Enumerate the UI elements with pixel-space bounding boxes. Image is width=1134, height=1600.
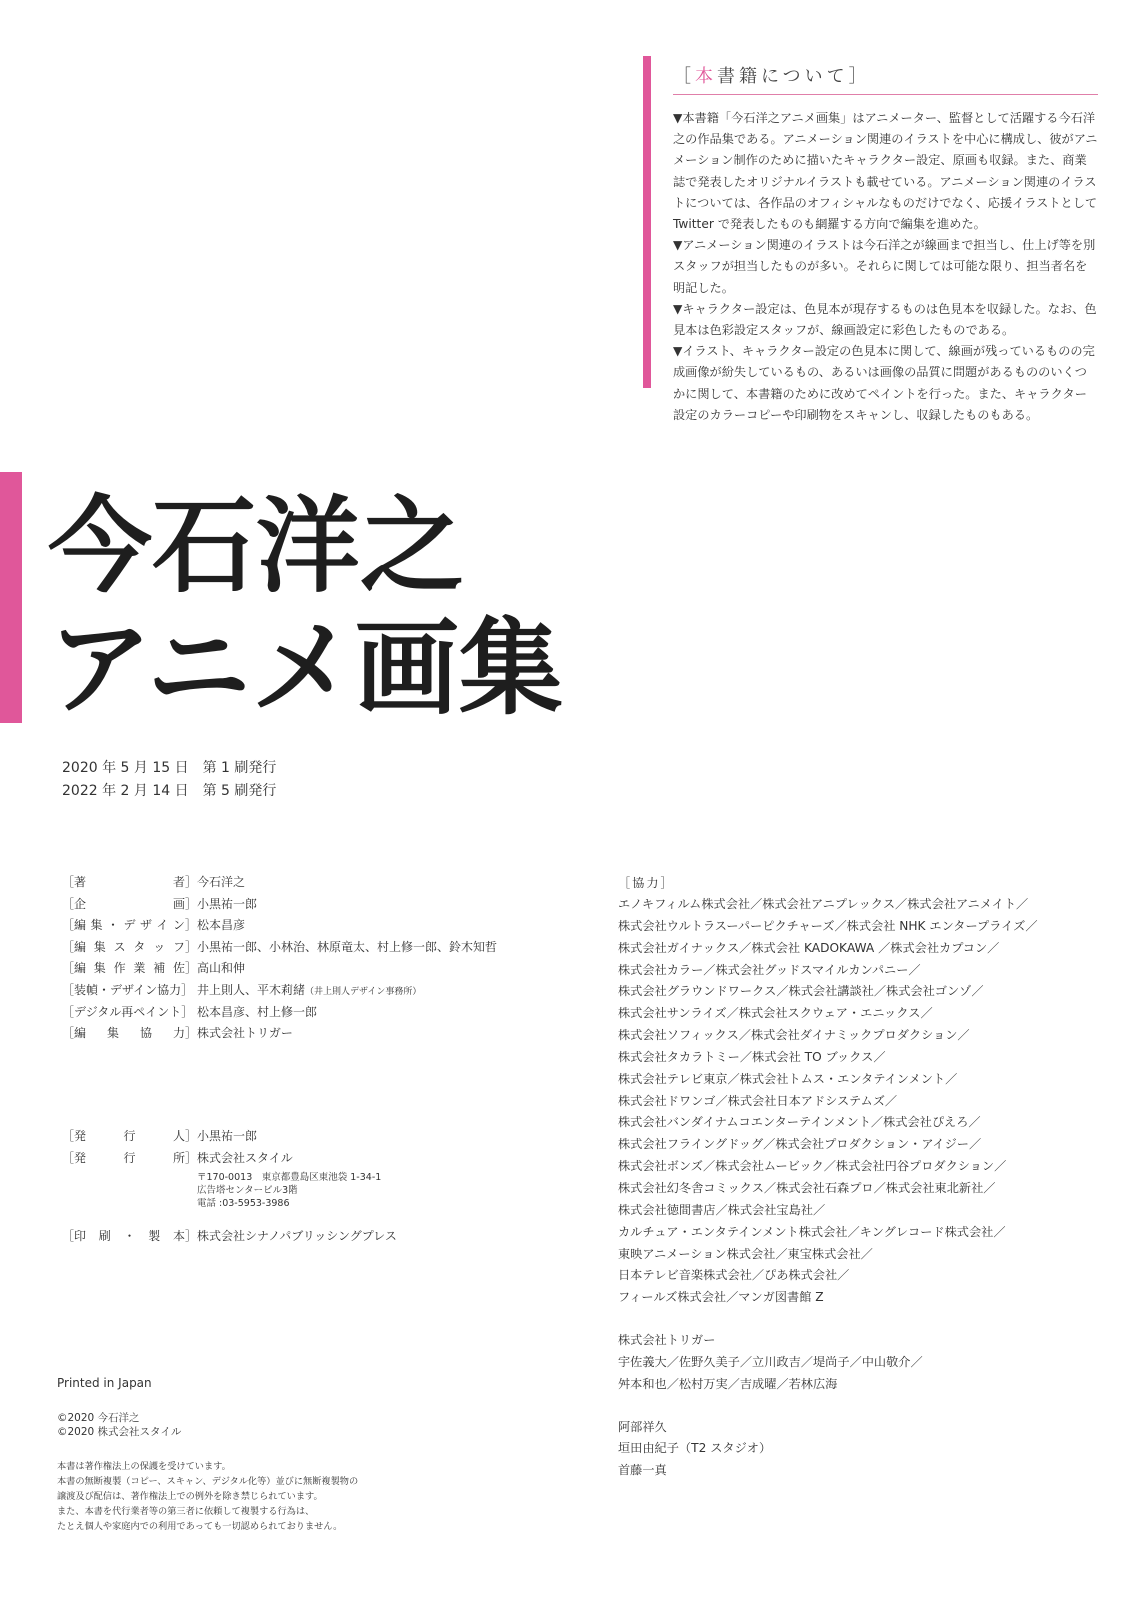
credit-name: 株式会社スタイル [197, 1150, 293, 1165]
credit-row [62, 872, 497, 894]
cooperation-trigger-staff [618, 1330, 1038, 1396]
cooperation-line: 株式会社タカラトミー／株式会社 TO ブックス／ [618, 1049, 886, 1064]
cooperation-line: 株式会社ウルトラスーパーピクチャーズ／株式会社 NHK エンタープライズ／ [618, 918, 1038, 933]
credit-row [62, 1002, 497, 1024]
credit-row [62, 980, 497, 1002]
cooperation-line: 東映アニメーション株式会社／東宝株式会社／ [618, 1246, 873, 1261]
cooperation-line: 株式会社ガイナックス／株式会社 KADOKAWA ／株式会社カプコン／ [618, 940, 1000, 955]
credit-name: 井上則人、平木莉緒（井上則人デザイン事務所） [197, 982, 422, 997]
staff-credits [62, 872, 497, 1045]
credit-row [62, 1023, 497, 1045]
cooperation-line: 株式会社テレビ東京／株式会社トムス・エンタテインメント／ [618, 1071, 958, 1086]
cooperation-line: 株式会社トリガー [618, 1333, 716, 1348]
credit-name: 今石洋之 [197, 875, 246, 889]
about-paragraph: ▼本書籍「今石洋之アニメ画集」はアニメーター、監督として活躍する今石洋之の作品集である。アニメーション関連のイラストを中心に構成し、彼がアニメーション制作のために描いたキャラクター設定、原画も収録。また、商業誌で発表したオリジナルイラストも載せている。アニメーション関連のイラストについては、各作品のオフィシャルなものだけでなく、応援イラストとして Twitter で発表したものも網羅する方向で編集を進めた。 [673, 111, 1098, 232]
cooperation-line: 株式会社幻冬舎コミックス／株式会社石森プロ／株式会社東北新社／ [618, 1180, 996, 1195]
about-paragraph: ▼キャラクター設定は、色見本が現存するものは色見本を収録した。なお、色見本は色彩設定スタッフが、線画設定に彩色したものである。 [673, 301, 1097, 338]
credit-role: ［編 集 作 業 補 佐］ [62, 961, 197, 976]
credit-row [62, 1148, 381, 1170]
credit-name: 小黒祐一郎、小林治、林原竜太、村上修一郎、鈴木知哲 [197, 939, 498, 954]
credit-name: 株式会社シナノパブリッシングプレス [197, 1229, 397, 1243]
credit-role: ［編 集 ス タ ッ フ］ [62, 939, 197, 954]
cooperation-line: 宇佐義大／佐野久美子／立川政吉／堤尚子／中山敬介／ [618, 1354, 923, 1369]
credit-row [62, 1226, 397, 1248]
credit-role: ［編 集 ・ デ ザ イ ン］ [62, 918, 197, 933]
cooperation-line: 垣田由紀子（T2 スタジオ） [618, 1441, 772, 1456]
cooperation-line: 株式会社サンライズ／株式会社スクウェア・エニックス／ [618, 1006, 933, 1021]
about-accent-bar [643, 56, 651, 388]
credit-name: 株式会社トリガー [197, 1026, 293, 1041]
cooperation-line: エノキフィルム株式会社／株式会社アニプレックス／株式会社アニメイト／ [618, 897, 1029, 911]
cooperation-line: 株式会社ドワンゴ／株式会社日本アドシステムズ／ [618, 1093, 898, 1108]
credit-role: ［企 画］ [62, 896, 197, 911]
credit-role: ［編 集 協 力］ [62, 1026, 197, 1041]
cooperation-line: 株式会社グラウンドワークス／株式会社講談社／株式会社ゴンゾ／ [618, 984, 984, 999]
credit-role: ［装幀・デザイン協力］ [62, 982, 194, 997]
cooperation-line: カルチュア・エンタテインメント株式会社／キングレコード株式会社／ [618, 1224, 1006, 1239]
credit-role: ［印 刷 ・ 製 本］ [62, 1229, 197, 1243]
credit-row [62, 915, 497, 937]
credit-row [62, 958, 497, 980]
cooperation-line: 株式会社ソフィックス／株式会社ダイナミックプロダクション／ [618, 1028, 970, 1043]
print-date-first: 2020 年 5 月 15 日 第 1 刷発行 [62, 760, 277, 776]
about-book-box [643, 56, 1098, 422]
credit-role: ［発 行 所］ [62, 1150, 197, 1165]
credit-name: 小黒祐一郎 [197, 896, 258, 911]
book-title-line1: 今石洋之 [48, 485, 465, 607]
credit-role: ［デジタル再ペイント］ [62, 1004, 194, 1019]
copyright-notice: ©2020 今石洋之 ©2020 株式会社スタイル [57, 1412, 182, 1438]
about-heading-rule [673, 94, 1098, 95]
cooperation-companies [618, 894, 1038, 1309]
cooperation-line: 阿部祥久 [618, 1419, 667, 1434]
book-title [48, 485, 563, 729]
cooperation-line: 株式会社フライングドッグ／株式会社プロダクション・アイジー／ [618, 1137, 982, 1152]
publisher-credits [62, 1126, 381, 1216]
legal-notice: 本書は著作権法上の保護を受けています。 本書の無断複製（コピー、スキャン、デジタル化等）並びに無断複製物の 譲渡及び配信は、著作権法上での例外を除き禁じられています。 また、本書を代行業者等の第三者に依頼して複製する行為は、 たとえ個人や家庭内での利用であっても一切認められておりません。 [57, 1461, 359, 1532]
cooperation-line: 株式会社徳間書店／株式会社宝島社／ [618, 1202, 826, 1217]
about-paragraph: ▼イラスト、キャラクター設定の色見本に関して、線画が残っているものの完成画像が紛失しているもの、あるいは画像の品質に問題があるもののいくつかに関して、本書籍のために改めてペイントを行った。また、キャラクター設定のカラーコピーや印刷物をスキャンし、収録したものもある。 [673, 344, 1095, 422]
cooperation-heading: ［協力］ [618, 876, 675, 890]
cooperation-line: 株式会社ボンズ／株式会社ムービック／株式会社円谷プロダクション／ [618, 1159, 1007, 1174]
credit-row [62, 937, 497, 959]
about-body [673, 108, 1098, 426]
credit-name: 松本昌彦 [197, 918, 246, 933]
title-accent-bar [0, 472, 22, 723]
about-heading-accent: 本 [695, 66, 717, 87]
publisher-address: 〒170-0013 東京都豊島区東池袋 1-34-1 広告塔センタービル3階 電話 :03-5953-3986 [197, 1172, 382, 1210]
cooperation-line: フィールズ株式会社／マンガ図書館 Z [618, 1290, 824, 1305]
cooperation-line: 日本テレビ音楽株式会社／ぴあ株式会社／ [618, 1268, 850, 1283]
cooperation-line: 株式会社バンダイナムコエンターテインメント／株式会社ぴえろ／ [618, 1115, 981, 1130]
cooperation-line: 舛本和也／松村万実／吉成曜／若林広海 [618, 1376, 838, 1391]
cooperation-line: 首藤一真 [618, 1463, 667, 1478]
credit-name: 小黒祐一郎 [197, 1129, 258, 1143]
cooperation-credits [618, 872, 1038, 1482]
book-title-line2: アニメ画集 [48, 607, 563, 729]
credit-row [62, 894, 497, 916]
credit-row [62, 1126, 381, 1148]
about-heading: ［本書籍について］ [673, 66, 871, 87]
credit-name: 松本昌彦、村上修一郎 [197, 1004, 318, 1019]
publication-dates [62, 757, 276, 803]
about-paragraph: ▼アニメーション関連のイラストは今石洋之が線画まで担当し、仕上げ等を別スタッフが担当したものが多い。それらに関しては可能な限り、担当者名を明記した。 [673, 238, 1096, 295]
credit-note: （井上則人デザイン事務所） [305, 986, 422, 997]
credit-name: 高山和伸 [197, 961, 246, 976]
printer-credits [62, 1226, 397, 1248]
print-date-fifth: 2022 年 2 月 14 日 第 5 刷発行 [62, 783, 277, 799]
credit-role: ［発 行 人］ [62, 1129, 197, 1143]
credit-role: ［著 者］ [62, 875, 197, 889]
cooperation-line: 株式会社カラー／株式会社グッドスマイルカンパニー／ [618, 962, 921, 977]
printed-in-japan: Printed in Japan [57, 1376, 152, 1390]
cooperation-individuals [618, 1417, 1038, 1483]
